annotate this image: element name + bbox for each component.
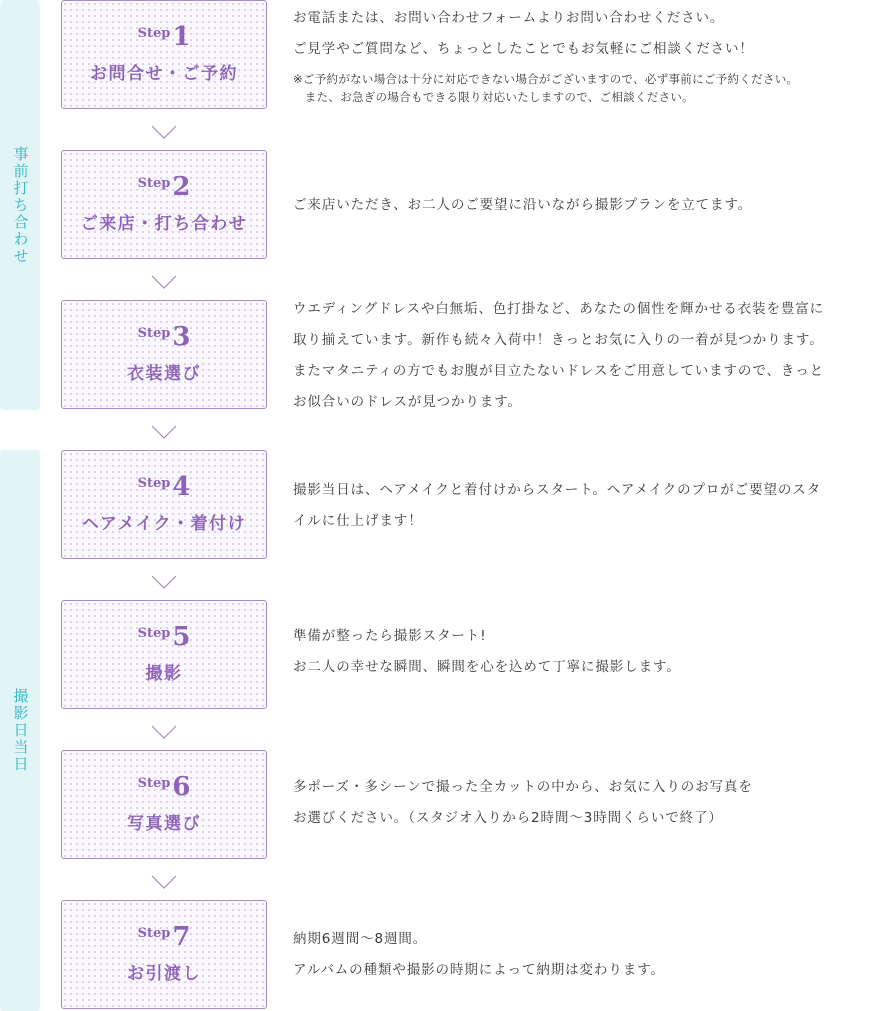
step-box [61,450,267,559]
step-number: 2 [172,172,191,202]
phase-bar-pre-meeting [0,0,40,410]
step-description [293,475,896,537]
description-line: お電話または、お問い合わせフォームよりお問い合わせください。 [293,10,725,26]
step-number: 4 [172,472,191,502]
description-line: 準備が整ったら撮影スタート! [293,628,487,644]
step-word: Step [137,26,171,41]
step-number: 1 [172,22,191,52]
description-line: イルに仕上げます！ [293,513,423,529]
step-description [293,190,896,221]
phase-bar-shooting-day [0,450,40,1011]
step-description [293,924,896,986]
description-line: 取り揃えています。新作も続々入荷中！きっとお気に入りの一着が見つかります。 [293,332,824,348]
step-title: 写真選び [127,814,201,834]
step-word: Step [137,176,171,191]
step-box [61,300,267,409]
step-word: Step [137,476,171,491]
description-line: お二人の幸せな瞬間、瞬間を心を込めて丁寧に撮影します。 [293,659,681,675]
phase-label: 撮影日当日 [11,688,30,773]
step-box [61,900,267,1009]
step-title: 撮影 [145,664,183,684]
step-heading [62,19,266,55]
chevron-down-icon [151,125,177,140]
step-number: 5 [172,622,191,652]
step-title: ご来店・打ち合わせ [80,214,248,234]
step-title: お問合せ・ご予約 [90,64,238,84]
description-note: また、お急ぎの場合もできる限り対応いたしますので、ご相談ください。 [293,90,694,104]
step-box [61,750,267,859]
description-line: 撮影当日は、ヘアメイクと着付けからスタート。ヘアメイクのプロがご要望のスタ [293,482,822,498]
step-word: Step [137,626,171,641]
step-heading [62,319,266,355]
step-description [293,3,896,106]
chevron-down-icon [151,575,177,590]
description-line: ご見学やご質問など、ちょっとしたことでもお気軽にご相談ください！ [293,41,754,57]
description-note: ※ご予約がない場合は十分に対応できない場合がございますので、必ず事前にご予約ください。 [293,72,799,86]
description-line: またマタニティの方でもお腹が目立たないドレスをご用意していますので、きっと [293,363,825,379]
step-heading [62,769,266,805]
description-line: アルバムの種類や撮影の時期によって納期は変わります。 [293,962,665,978]
chevron-down-icon [151,275,177,290]
step-box [61,150,267,259]
chevron-down-icon [151,875,177,890]
step-description [293,772,896,834]
description-line: 納期6週間〜8週間。 [293,931,428,947]
step-number: 6 [172,772,191,802]
description-line: ご来店いただき、お二人のご要望に沿いながら撮影プランを立てます。 [293,197,753,213]
step-word: Step [137,926,171,941]
description-line: 多ポーズ・多シーンで撮った全カットの中から、お気に入りのお写真を [293,779,753,795]
step-word: Step [137,776,171,791]
chevron-down-icon [151,425,177,440]
step-box [61,600,267,709]
step-description [293,621,896,683]
description-line: お似合いのドレスが見つかります。 [293,394,522,410]
description-line: ウエディングドレスや白無垢、色打掛など、あなたの個性を輝かせる衣装を豊富に [293,301,825,317]
description-line: お選びください。（スタジオ入りから2時間〜3時間くらいで終了） [293,810,723,826]
step-heading [62,169,266,205]
step-title: ヘアメイク・着付け [81,514,247,534]
step-word: Step [137,326,171,341]
step-number: 3 [172,322,191,352]
phase-label: 事前打ち合わせ [11,145,30,265]
step-heading [62,919,266,955]
step-description [293,294,896,418]
step-box [61,0,267,109]
step-heading [62,469,266,505]
chevron-down-icon [151,725,177,740]
step-title: 衣装選び [127,364,201,384]
step-title: お引渡し [127,964,201,984]
step-heading [62,619,266,655]
step-number: 7 [172,922,191,952]
